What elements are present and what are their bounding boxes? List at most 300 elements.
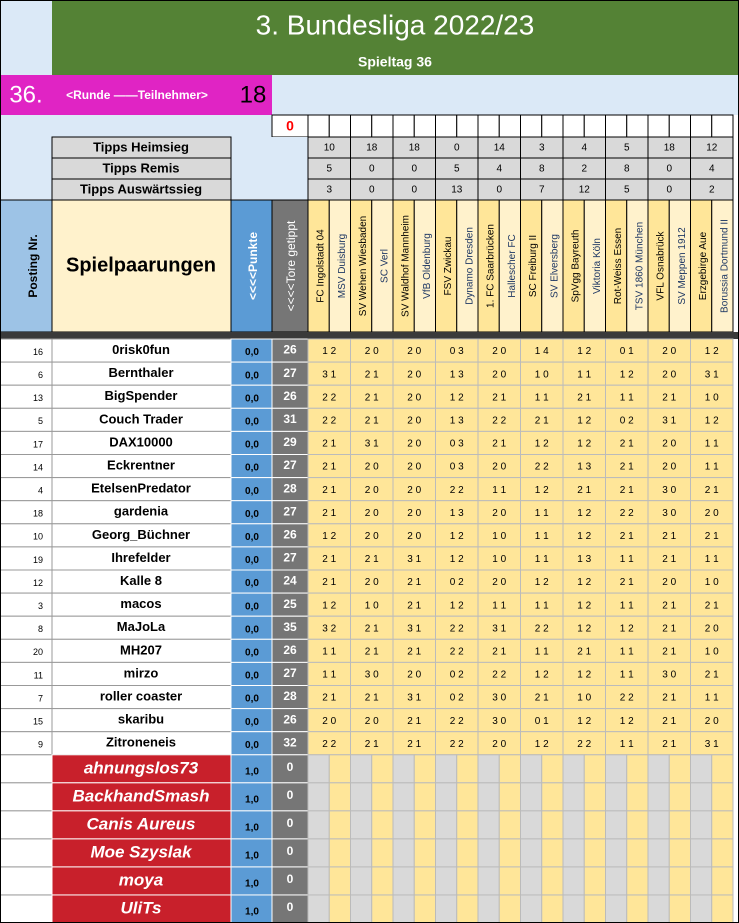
- empty-tip-cell: [478, 867, 499, 895]
- team-name: Viktoria Köln: [591, 238, 603, 294]
- tip-value: 1 2: [534, 738, 549, 750]
- tipps-heimsieg-value: 14: [493, 142, 505, 154]
- empty-tip-cell: [372, 811, 393, 839]
- posting-cell: [0, 478, 52, 501]
- tipps-remis-value: 8: [538, 163, 545, 175]
- tip-value: 1 1: [492, 600, 507, 612]
- player-name: MH207: [120, 642, 162, 658]
- player-tore: 26: [283, 388, 297, 403]
- player-name: macos: [120, 596, 162, 612]
- nontipper-tore: 0: [286, 759, 294, 774]
- empty-tip-cell: [606, 755, 627, 783]
- empty-tip-cell: [351, 867, 372, 895]
- tip-value: 2 1: [704, 669, 719, 681]
- player-punkte: 0,0: [245, 624, 259, 636]
- tipps-auswaertssieg-value: 12: [578, 184, 590, 196]
- posting-cell: [0, 662, 52, 685]
- team-name: SpVgg Bayreuth: [570, 229, 582, 303]
- empty-tip-cell: [499, 811, 520, 839]
- tip-value: 2 1: [704, 530, 719, 542]
- tip-value: 2 1: [407, 577, 422, 589]
- tipps-heimsieg-value: 4: [581, 142, 588, 154]
- nontipper-name: Moe Szyslak: [90, 842, 192, 862]
- team-name: SV Wehen Wiesbaden: [358, 215, 370, 317]
- empty-header-cell: [542, 115, 563, 137]
- tip-value: 0 2: [449, 669, 464, 681]
- tip-value: 1 2: [704, 415, 719, 427]
- player-tore: 27: [283, 666, 297, 681]
- empty-tip-cell: [691, 755, 712, 783]
- team-name: VFL Osnabrück: [655, 231, 667, 301]
- empty-tip-cell: [691, 895, 712, 923]
- nontipper-name: moya: [118, 870, 164, 890]
- player-name: Bernthaler: [108, 365, 174, 381]
- tip-value: 1 3: [449, 415, 464, 427]
- empty-tip-cell: [542, 783, 563, 811]
- tipps-auswaertssieg-label: Tipps Auswärtssieg: [79, 181, 203, 197]
- tipps-remis-label: Tipps Remis: [102, 160, 180, 176]
- tipps-remis-value: 2: [581, 163, 588, 175]
- empty-tip-cell: [584, 783, 605, 811]
- team-name: 1. FC Saarbrücken: [485, 224, 497, 308]
- tip-value: 2 1: [364, 554, 379, 566]
- tip-value: 2 2: [492, 415, 507, 427]
- empty-tip-cell: [521, 839, 542, 867]
- tip-value: 2 1: [619, 438, 634, 450]
- posting-cell: [0, 709, 52, 732]
- tip-value: 2 1: [364, 692, 379, 704]
- tip-value: 2 1: [662, 715, 677, 727]
- tip-value: 2 0: [407, 415, 422, 427]
- posting-number: 13: [32, 393, 43, 404]
- tipps-remis-value: 0: [368, 163, 375, 175]
- tip-value: 1 2: [577, 623, 592, 635]
- empty-tip-cell: [712, 783, 733, 811]
- tip-value: 2 0: [364, 461, 379, 473]
- tip-value: 2 0: [407, 507, 422, 519]
- empty-header-cell: [393, 115, 414, 137]
- tipps-auswaertssieg-value: 0: [368, 184, 375, 196]
- tip-value: 2 1: [662, 600, 677, 612]
- player-name: mirzo: [123, 665, 159, 681]
- player-punkte: 0,0: [245, 693, 259, 705]
- tip-value: 3 1: [492, 623, 507, 635]
- empty-tip-cell: [627, 811, 648, 839]
- tipps-remis-value: 5: [326, 163, 333, 175]
- tip-value: 2 1: [364, 646, 379, 658]
- tip-value: 2 1: [577, 484, 592, 496]
- tip-value: 0 1: [619, 346, 634, 358]
- player-name: DAX10000: [109, 434, 173, 450]
- posting-number: 8: [37, 624, 43, 635]
- tip-value: 0 3: [449, 438, 464, 450]
- empty-tip-cell: [712, 895, 733, 923]
- player-name: skaribu: [117, 711, 165, 727]
- team-name: Rot-Weiss Essen: [613, 227, 625, 305]
- player-punkte: 0,0: [245, 416, 259, 428]
- tip-value: 0 2: [449, 692, 464, 704]
- team-name: VfB Oldenburg: [421, 233, 433, 299]
- tip-value: 2 0: [492, 507, 507, 519]
- empty-header-cell: [563, 115, 584, 137]
- tip-value: 2 0: [492, 369, 507, 381]
- tip-value: 1 1: [704, 554, 719, 566]
- tip-value: 1 1: [619, 554, 634, 566]
- empty-header-cell: [669, 115, 690, 137]
- tip-value: 2 0: [407, 530, 422, 542]
- nontipper-tore: 0: [286, 816, 294, 831]
- tip-value: 1 1: [619, 669, 634, 681]
- tipps-heimsieg-value: 3: [538, 142, 545, 154]
- posting-cell: [0, 895, 52, 923]
- empty-tip-cell: [436, 867, 457, 895]
- player-punkte: 0,0: [245, 462, 259, 474]
- tip-value: 1 0: [492, 530, 507, 542]
- empty-header-cell: [521, 115, 542, 137]
- player-name: EtelsenPredator: [91, 480, 191, 496]
- tip-value: 2 1: [407, 646, 422, 658]
- empty-tip-cell: [542, 755, 563, 783]
- tipps-remis-value: 4: [708, 163, 715, 175]
- empty-header-cell: [627, 115, 648, 137]
- empty-tip-cell: [329, 867, 350, 895]
- nontipper-tore: 0: [286, 900, 294, 915]
- posting-number: 6: [37, 370, 43, 381]
- empty-tip-cell: [648, 783, 669, 811]
- tip-value: 0 3: [449, 461, 464, 473]
- posting-cell: [0, 616, 52, 639]
- posting-cell: [0, 867, 52, 895]
- empty-tip-cell: [627, 755, 648, 783]
- tip-value: 2 0: [407, 484, 422, 496]
- player-name: roller coaster: [99, 688, 183, 704]
- tip-value: 2 1: [662, 692, 677, 704]
- tip-value: 2 0: [492, 346, 507, 358]
- tip-value: 2 1: [407, 715, 422, 727]
- empty-tip-cell: [648, 839, 669, 867]
- empty-tip-cell: [393, 867, 414, 895]
- player-tore: 24: [283, 573, 297, 588]
- empty-tip-cell: [669, 811, 690, 839]
- participants-count: 18: [239, 81, 267, 109]
- tip-value: 2 1: [662, 392, 677, 404]
- empty-tip-cell: [627, 783, 648, 811]
- tipps-remis-value: 8: [623, 163, 630, 175]
- tip-value: 2 0: [364, 507, 379, 519]
- player-punkte: 0,0: [245, 578, 259, 590]
- empty-tip-cell: [393, 783, 414, 811]
- player-punkte: 0,0: [245, 716, 259, 728]
- tip-value: 1 2: [619, 623, 634, 635]
- empty-tip-cell: [648, 867, 669, 895]
- tip-value: 1 2: [322, 530, 337, 542]
- tip-value: 1 2: [449, 600, 464, 612]
- posting-cell: [0, 385, 52, 408]
- empty-tip-cell: [648, 755, 669, 783]
- empty-tip-cell: [542, 839, 563, 867]
- tip-value: 3 1: [322, 369, 337, 381]
- tip-value: 1 1: [322, 669, 337, 681]
- empty-tip-cell: [436, 755, 457, 783]
- tip-value: 1 1: [704, 438, 719, 450]
- team-name: SC Verl: [379, 249, 391, 283]
- tip-value: 1 2: [577, 669, 592, 681]
- empty-tip-cell: [669, 867, 690, 895]
- team-name: Dynamo Dresden: [464, 227, 476, 305]
- empty-header-cell: [691, 115, 712, 137]
- tip-value: 2 1: [662, 738, 677, 750]
- player-name: Eckrentner: [107, 457, 175, 473]
- tip-value: 2 0: [662, 577, 677, 589]
- tip-value: 2 1: [662, 530, 677, 542]
- empty-tip-cell: [712, 867, 733, 895]
- posting-number: 17: [32, 439, 43, 450]
- empty-tip-cell: [329, 755, 350, 783]
- player-punkte: 0,0: [245, 601, 259, 613]
- empty-header-cell: [648, 115, 669, 137]
- player-name: 0risk0fun: [112, 341, 170, 357]
- empty-tip-cell: [542, 895, 563, 923]
- tip-value: 1 1: [704, 692, 719, 704]
- empty-header-cell: [606, 115, 627, 137]
- tip-value: 2 1: [322, 507, 337, 519]
- empty-header-cell: [308, 115, 329, 137]
- empty-tip-cell: [414, 755, 435, 783]
- tip-value: 2 2: [322, 392, 337, 404]
- player-tore: 26: [283, 342, 297, 357]
- team-name: FSV Zwickau: [443, 236, 455, 296]
- empty-tip-cell: [308, 783, 329, 811]
- tip-value: 1 0: [577, 692, 592, 704]
- tip-value: 2 0: [364, 346, 379, 358]
- empty-tip-cell: [414, 811, 435, 839]
- posting-cell: [0, 811, 52, 839]
- empty-tip-cell: [584, 839, 605, 867]
- tip-value: 2 1: [322, 461, 337, 473]
- tip-value: 3 0: [662, 484, 677, 496]
- empty-tip-cell: [606, 839, 627, 867]
- tip-value: 1 0: [704, 646, 719, 658]
- player-tore: 28: [283, 689, 297, 704]
- spacer-cell: [231, 137, 308, 200]
- posting-cell: [0, 431, 52, 454]
- page-title: 3. Bundesliga 2022/23: [255, 9, 535, 41]
- tip-value: 1 0: [534, 369, 549, 381]
- tipps-auswaertssieg-value: 3: [326, 184, 333, 196]
- nontipper-punkte: 1,0: [245, 906, 259, 918]
- empty-tip-cell: [308, 811, 329, 839]
- tip-value: 2 2: [534, 461, 549, 473]
- posting-cell: [0, 839, 52, 867]
- tip-value: 2 0: [407, 438, 422, 450]
- empty-header-cell: [499, 115, 520, 137]
- posting-number: 14: [32, 462, 43, 473]
- tipps-remis-value: 5: [453, 163, 460, 175]
- tip-value: 1 0: [492, 554, 507, 566]
- tipps-remis-value: 0: [666, 163, 673, 175]
- empty-tip-cell: [308, 839, 329, 867]
- tip-value: 2 0: [407, 392, 422, 404]
- tip-value: 2 0: [407, 461, 422, 473]
- tip-value: 1 2: [534, 484, 549, 496]
- tip-value: 2 1: [492, 438, 507, 450]
- round-number: 36.: [9, 81, 43, 109]
- player-tore: 28: [283, 481, 297, 496]
- tip-value: 2 1: [322, 692, 337, 704]
- team-name: SV Elversberg: [549, 234, 561, 298]
- tip-value: 2 0: [492, 738, 507, 750]
- tipps-heimsieg-value: 12: [706, 142, 718, 154]
- empty-tip-cell: [499, 755, 520, 783]
- tip-value: 2 1: [577, 392, 592, 404]
- team-name: FC Ingolstadt 04: [315, 229, 327, 303]
- posting-cell: [0, 501, 52, 524]
- tip-value: 2 0: [407, 369, 422, 381]
- tip-value: 1 2: [577, 346, 592, 358]
- tip-value: 1 3: [449, 507, 464, 519]
- tip-value: 1 2: [322, 600, 337, 612]
- tip-value: 1 4: [534, 346, 549, 358]
- empty-tip-cell: [691, 783, 712, 811]
- tip-value: 1 2: [619, 715, 634, 727]
- nontipper-name: Canis Aureus: [86, 814, 196, 834]
- tip-value: 0 2: [449, 577, 464, 589]
- player-tore: 27: [283, 365, 297, 380]
- empty-header-cell: [584, 115, 605, 137]
- tip-value: 1 2: [534, 438, 549, 450]
- tip-value: 1 2: [322, 346, 337, 358]
- tip-value: 1 3: [449, 369, 464, 381]
- empty-tip-cell: [563, 839, 584, 867]
- tip-value: 1 1: [534, 646, 549, 658]
- player-name: gardenia: [113, 503, 169, 519]
- tip-value: 2 1: [662, 623, 677, 635]
- posting-number: 15: [32, 716, 43, 727]
- tip-value: 1 2: [577, 577, 592, 589]
- empty-tip-cell: [584, 755, 605, 783]
- player-punkte: 0,0: [245, 370, 259, 382]
- empty-tip-cell: [521, 783, 542, 811]
- tip-value: 2 1: [492, 392, 507, 404]
- tip-value: 2 1: [407, 738, 422, 750]
- nontipper-punkte: 1,0: [245, 766, 259, 778]
- punkte-header: <<<<Punkte: [246, 231, 261, 301]
- posting-cell: [0, 783, 52, 811]
- tipps-heimsieg-value: 18: [663, 142, 675, 154]
- tip-value: 3 0: [492, 715, 507, 727]
- tip-value: 2 0: [662, 438, 677, 450]
- empty-tip-cell: [414, 839, 435, 867]
- tore-header: <<<<Tore getippt: [284, 220, 299, 312]
- empty-tip-cell: [499, 895, 520, 923]
- empty-tip-cell: [478, 839, 499, 867]
- player-name: Kalle 8: [120, 572, 162, 588]
- empty-tip-cell: [393, 755, 414, 783]
- empty-tip-cell: [606, 811, 627, 839]
- tip-value: 2 0: [407, 669, 422, 681]
- tip-value: 1 3: [577, 554, 592, 566]
- posting-cell: [0, 570, 52, 593]
- empty-tip-cell: [669, 783, 690, 811]
- tip-value: 3 1: [704, 369, 719, 381]
- nontipper-name: BackhandSmash: [72, 786, 210, 806]
- empty-tip-cell: [648, 895, 669, 923]
- empty-tip-cell: [499, 839, 520, 867]
- tip-value: 1 0: [364, 600, 379, 612]
- empty-tip-cell: [606, 867, 627, 895]
- player-name: BigSpender: [104, 388, 178, 404]
- tipps-remis-value: 0: [411, 163, 418, 175]
- tip-value: 1 2: [577, 530, 592, 542]
- player-tore: 35: [283, 619, 297, 634]
- posting-number: 16: [32, 346, 43, 357]
- empty-tip-cell: [457, 895, 478, 923]
- player-tore: 26: [283, 712, 297, 727]
- tip-value: 1 1: [534, 507, 549, 519]
- empty-tip-cell: [606, 895, 627, 923]
- tipps-auswaertssieg-value: 0: [411, 184, 418, 196]
- tip-value: 2 1: [662, 554, 677, 566]
- tip-value: 2 1: [322, 438, 337, 450]
- player-punkte: 0,0: [245, 393, 259, 405]
- tip-value: 2 0: [704, 623, 719, 635]
- tip-value: 2 1: [364, 415, 379, 427]
- tip-value: 2 0: [662, 346, 677, 358]
- empty-tip-cell: [372, 867, 393, 895]
- tip-value: 2 2: [449, 738, 464, 750]
- tip-value: 1 2: [534, 577, 549, 589]
- tip-value: 2 0: [364, 715, 379, 727]
- tip-value: 2 2: [492, 669, 507, 681]
- tip-value: 1 0: [704, 577, 719, 589]
- tip-value: 2 1: [407, 600, 422, 612]
- empty-tip-cell: [542, 811, 563, 839]
- posting-cell: [0, 755, 52, 783]
- empty-tip-cell: [436, 783, 457, 811]
- empty-tip-cell: [584, 867, 605, 895]
- title-corner-cell: [0, 0, 52, 75]
- tip-value: 2 2: [449, 623, 464, 635]
- empty-tip-cell: [372, 755, 393, 783]
- nontipper-name: UliTs: [120, 898, 162, 918]
- tip-value: 3 1: [407, 692, 422, 704]
- nontipper-punkte: 1,0: [245, 794, 259, 806]
- tip-value: 1 1: [322, 646, 337, 658]
- player-punkte: 0,0: [245, 485, 259, 497]
- tip-value: 2 0: [704, 715, 719, 727]
- empty-header-cell: [712, 115, 733, 137]
- empty-tip-cell: [521, 895, 542, 923]
- team-name: SV Waldhof Mannheim: [400, 215, 412, 317]
- tip-value: 1 2: [577, 415, 592, 427]
- empty-tip-cell: [627, 895, 648, 923]
- player-name: Couch Trader: [99, 411, 183, 427]
- posting-cell: [0, 524, 52, 547]
- empty-tip-cell: [499, 783, 520, 811]
- empty-tip-cell: [669, 895, 690, 923]
- posting-number: 5: [37, 416, 43, 427]
- empty-tip-cell: [478, 811, 499, 839]
- posting-header: Posting Nr.: [26, 234, 41, 298]
- tip-value: 1 1: [619, 646, 634, 658]
- tip-value: 2 1: [619, 577, 634, 589]
- empty-tip-cell: [669, 755, 690, 783]
- tipps-auswaertssieg-value: 5: [623, 184, 630, 196]
- nontipper-tore: 0: [286, 788, 294, 803]
- posting-cell: [0, 639, 52, 662]
- tip-value: 2 1: [492, 646, 507, 658]
- empty-tip-cell: [457, 867, 478, 895]
